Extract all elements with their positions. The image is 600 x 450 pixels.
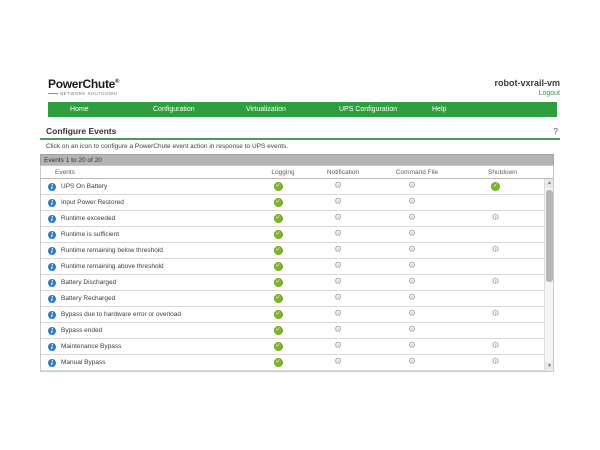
check-icon[interactable]: ✓: [275, 327, 281, 333]
info-icon[interactable]: i: [48, 263, 56, 271]
command-file-cell: [368, 262, 456, 271]
gear-icon[interactable]: ⚙: [407, 341, 417, 351]
notification-cell: [308, 198, 368, 207]
event-cell: [41, 311, 248, 319]
event-row: [41, 259, 553, 275]
title-divider: [40, 138, 560, 140]
event-row: [41, 355, 553, 371]
notification-cell: [308, 342, 368, 351]
notification-cell: [308, 310, 368, 319]
gear-icon[interactable]: ⚙: [333, 245, 343, 255]
logging-cell: [248, 326, 308, 335]
info-icon[interactable]: i: [48, 231, 56, 239]
notification-cell: [308, 262, 368, 271]
nav-item-configuration[interactable]: Configuration: [153, 106, 195, 113]
event-cell: [41, 183, 248, 191]
event-cell: [41, 343, 248, 351]
page-description: Click on an icon to configure a PowerChute event action in response to UPS events.: [46, 143, 289, 150]
gear-icon[interactable]: ⚙: [333, 213, 343, 223]
command-file-cell: [368, 246, 456, 255]
event-label: Battery Discharged: [61, 279, 117, 286]
event-cell: [41, 215, 248, 223]
logging-cell: [248, 310, 308, 319]
column-header-notification: Notification: [326, 168, 360, 176]
info-icon[interactable]: i: [48, 247, 56, 255]
help-icon[interactable]: ?: [553, 126, 558, 136]
gear-icon[interactable]: ⚙: [491, 309, 500, 319]
scroll-up-arrow[interactable]: ▲: [545, 179, 554, 188]
column-header-events: Events: [55, 168, 75, 176]
gear-icon[interactable]: ⚙: [333, 325, 343, 335]
event-row: [41, 227, 553, 243]
shutdown-cell: [456, 358, 535, 367]
logo-subtitle: NETWORK SHUTDOWN: [48, 91, 119, 96]
notification-cell: [308, 230, 368, 239]
event-cell: [41, 199, 248, 207]
info-icon[interactable]: i: [48, 215, 56, 223]
info-icon[interactable]: i: [48, 295, 56, 303]
command-file-cell: [368, 278, 456, 287]
event-row: [41, 195, 553, 211]
gear-icon[interactable]: ⚙: [491, 245, 500, 255]
gear-icon[interactable]: ⚙: [407, 213, 417, 223]
notification-cell: [308, 278, 368, 287]
info-icon[interactable]: i: [48, 183, 56, 191]
gear-icon[interactable]: ⚙: [333, 229, 343, 239]
notification-cell: [308, 182, 368, 191]
shutdown-cell: [456, 278, 535, 287]
logging-cell: [248, 358, 308, 367]
gear-icon[interactable]: ⚙: [491, 341, 500, 351]
check-icon[interactable]: ✓: [275, 231, 281, 237]
event-row: [41, 211, 553, 227]
logging-cell: [248, 262, 308, 271]
info-icon[interactable]: i: [48, 311, 56, 319]
event-cell: [41, 295, 248, 303]
events-table-header: [40, 165, 554, 179]
command-file-cell: [368, 326, 456, 335]
check-icon[interactable]: ✓: [275, 215, 281, 221]
main-navbar: [48, 102, 557, 117]
scroll-down-arrow[interactable]: ▼: [545, 362, 554, 371]
shutdown-cell: [456, 310, 535, 319]
gear-icon[interactable]: ⚙: [491, 213, 500, 223]
event-label: Manual Bypass: [61, 359, 106, 366]
command-file-cell: [368, 214, 456, 223]
gear-icon[interactable]: ⚙: [333, 293, 343, 303]
gear-icon[interactable]: ⚙: [333, 357, 343, 367]
gear-icon[interactable]: ⚙: [407, 245, 417, 255]
gear-icon[interactable]: ⚙: [407, 197, 417, 207]
nav-item-virtualization[interactable]: Virtualization: [246, 106, 286, 113]
logging-cell: [248, 294, 308, 303]
nav-item-home[interactable]: Home: [70, 106, 89, 113]
event-label: Battery Recharged: [61, 295, 116, 302]
info-icon[interactable]: i: [48, 327, 56, 335]
gear-icon[interactable]: ⚙: [333, 181, 343, 191]
page-title-row: [40, 125, 560, 137]
event-cell: [41, 279, 248, 287]
check-icon[interactable]: ✓: [492, 183, 499, 189]
check-icon[interactable]: ✓: [275, 183, 281, 189]
check-icon[interactable]: ✓: [275, 247, 281, 253]
event-label: Bypass ended: [61, 327, 103, 334]
shutdown-cell: [456, 342, 535, 351]
command-file-cell: [368, 358, 456, 367]
command-file-cell: [368, 182, 456, 191]
event-label: Runtime remaining below threshold: [61, 247, 163, 254]
column-header-command-file: Command File: [395, 168, 439, 176]
gear-icon[interactable]: ⚙: [407, 181, 417, 191]
column-header-logging: Logging: [271, 168, 295, 176]
vertical-scrollbar[interactable]: [544, 179, 553, 371]
gear-icon[interactable]: ⚙: [407, 357, 417, 367]
check-icon[interactable]: ✓: [275, 343, 281, 349]
event-label: Runtime is sufficient: [61, 231, 120, 238]
event-cell: [41, 231, 248, 239]
command-file-cell: [368, 294, 456, 303]
shutdown-cell: [456, 182, 535, 191]
logging-cell: [248, 246, 308, 255]
event-row: [41, 339, 553, 355]
event-row: [41, 179, 553, 195]
notification-cell: [308, 294, 368, 303]
gear-icon[interactable]: ⚙: [407, 229, 417, 239]
gear-icon[interactable]: ⚙: [407, 261, 417, 271]
gear-icon[interactable]: ⚙: [407, 309, 417, 319]
gear-icon[interactable]: ⚙: [491, 357, 500, 367]
logging-cell: [248, 278, 308, 287]
logging-cell: [248, 198, 308, 207]
event-row: [41, 291, 553, 307]
shutdown-cell: [456, 214, 535, 223]
event-label: Maintenance Bypass: [61, 343, 122, 350]
logging-cell: [248, 230, 308, 239]
command-file-cell: [368, 198, 456, 207]
check-icon[interactable]: ✓: [275, 199, 281, 205]
gear-icon[interactable]: ⚙: [333, 309, 343, 319]
notification-cell: [308, 246, 368, 255]
logo-dash: [48, 93, 58, 94]
event-label: UPS On Battery: [61, 183, 108, 190]
logging-cell: [248, 342, 308, 351]
gear-icon[interactable]: ⚙: [333, 261, 343, 271]
event-label: Input Power Restored: [61, 199, 124, 206]
info-icon[interactable]: i: [48, 279, 56, 287]
events-table-body: [40, 179, 554, 372]
event-row: [41, 307, 553, 323]
gear-icon[interactable]: ⚙: [333, 341, 343, 351]
check-icon[interactable]: ✓: [275, 359, 281, 365]
registered-mark: ®: [115, 79, 120, 85]
logging-cell: [248, 214, 308, 223]
hostname-label: robot-vxrail-vm: [494, 78, 560, 88]
command-file-cell: [368, 342, 456, 351]
event-label: Runtime remaining above threshold: [61, 263, 164, 270]
gear-icon[interactable]: ⚙: [491, 277, 500, 287]
check-icon[interactable]: ✓: [275, 311, 281, 317]
gear-icon[interactable]: ⚙: [333, 277, 343, 287]
column-header-shutdown: Shutdown: [488, 168, 517, 176]
notification-cell: [308, 358, 368, 367]
command-file-cell: [368, 230, 456, 239]
gear-icon[interactable]: ⚙: [407, 277, 417, 287]
page-title: Configure Events: [46, 126, 117, 136]
gear-icon[interactable]: ⚙: [407, 325, 417, 335]
notification-cell: [308, 214, 368, 223]
command-file-cell: [368, 310, 456, 319]
powerchute-logo: [48, 76, 119, 96]
account-area: [494, 78, 560, 97]
event-row: [41, 323, 553, 339]
logo-title: PowerChute®: [48, 77, 120, 91]
events-range-caption: Events 1 to 20 of 20: [40, 154, 554, 165]
nav-item-ups-configuration[interactable]: UPS Configuration: [339, 106, 397, 113]
event-row: [41, 243, 553, 259]
event-cell: [41, 247, 248, 255]
event-label: Runtime exceeded: [61, 215, 116, 222]
check-icon[interactable]: ✓: [275, 263, 281, 269]
info-icon[interactable]: i: [48, 343, 56, 351]
event-cell: [41, 263, 248, 271]
event-row: [41, 275, 553, 291]
event-cell: [41, 359, 248, 367]
event-cell: [41, 327, 248, 335]
logging-cell: [248, 182, 308, 191]
gear-icon[interactable]: ⚙: [333, 197, 343, 207]
notification-cell: [308, 326, 368, 335]
scrollbar-thumb[interactable]: [546, 190, 553, 282]
nav-item-help[interactable]: Help: [432, 106, 447, 113]
event-label: Bypass due to hardware error or overload: [61, 311, 181, 318]
events-table: [40, 154, 554, 372]
logout-link[interactable]: Logout: [538, 90, 560, 97]
info-icon[interactable]: i: [48, 359, 56, 367]
gear-icon[interactable]: ⚙: [407, 293, 417, 303]
shutdown-cell: [456, 246, 535, 255]
check-icon[interactable]: ✓: [275, 279, 281, 285]
check-icon[interactable]: ✓: [275, 295, 281, 301]
info-icon[interactable]: i: [48, 199, 56, 207]
